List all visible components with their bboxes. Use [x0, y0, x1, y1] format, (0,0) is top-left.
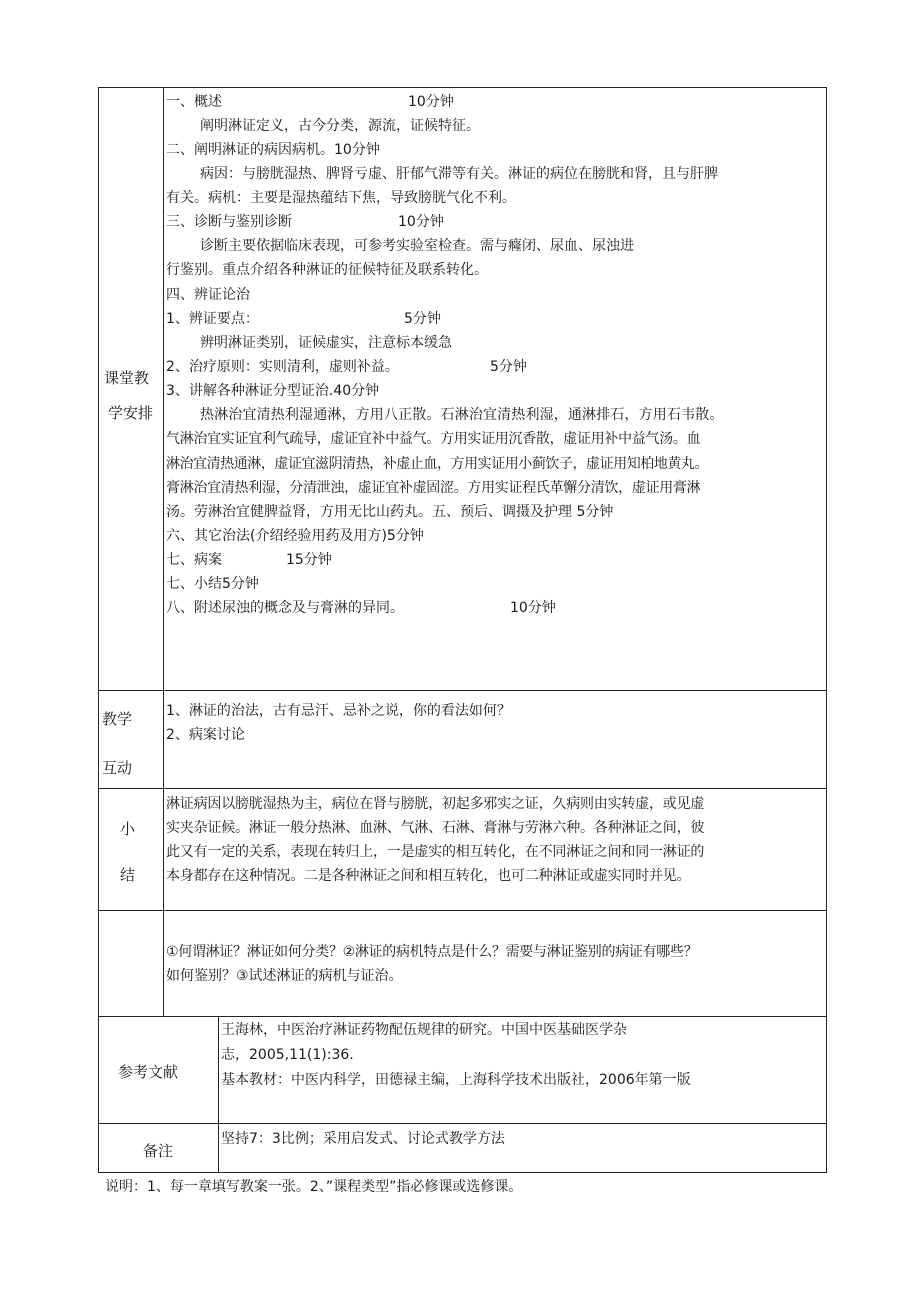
summary-label-line1: 小 — [120, 820, 136, 838]
classroom-label-line1: 课堂教 — [104, 369, 150, 387]
time-principle: 5分钟 — [490, 359, 527, 375]
summary-line-4: 本身都存在这种情况。二是各种淋证之间和相互转化，也可二种淋证或虚实同时并见。 — [166, 868, 691, 884]
footnote: 说明：1、每一章填写教案一张。2、”课程类型”指必修课或选修课。 — [105, 1179, 523, 1195]
item-case: 七、病案 — [166, 552, 222, 568]
item-key-points: 1、辨证要点： — [166, 311, 259, 327]
item-diagnosis: 三、诊断与鉴别诊断 — [166, 214, 292, 230]
syndromes-line-2: 气淋治宜实证宜利气疏导，虚证宜补中益气。方用实证用沉香散，虚证用补中益气汤。血 — [166, 431, 701, 447]
syndromes-line-1: 热淋治宜清热利湿通淋，方用八正散。石淋治宜清热利湿，通淋排石，方用石韦散。 — [200, 407, 724, 423]
table-border-top — [98, 87, 827, 88]
item-syndromes: 3、讲解各种淋证分型证治.40分钟 — [166, 383, 380, 399]
row-divider-4 — [98, 1016, 827, 1017]
interaction-label-line2: 互动 — [102, 759, 133, 777]
references-label: 参考文献 — [118, 1063, 179, 1081]
time-overview: 10分钟 — [408, 94, 454, 110]
syndromes-line-3: 淋治宜清热通淋，虚证宜滋阴清热，补虚止血，方用实证用小蓟饮子，虚证用知柏地黄丸。 — [166, 456, 708, 472]
questions-line-1: ①何谓淋证？淋证如何分类？②淋证的病机特点是什么？需要与淋证鉴别的病证有哪些？ — [166, 944, 698, 960]
row-divider-5 — [98, 1123, 827, 1124]
label-divider-lower — [218, 1016, 219, 1173]
summary-line-3: 此又有一定的关系，表现在转归上，一是虚实的相互转化，在不同淋证之间和同一淋证的 — [166, 844, 705, 860]
summary-label-line2: 结 — [120, 866, 136, 884]
item-treatment: 四、辨证论治 — [166, 287, 250, 303]
item-etiology-desc-1: 病因：与膀胱湿热、脾肾亏虚、肝郁气滞等有关。淋证的病位在膀胱和肾，且与肝脾 — [200, 166, 718, 182]
classroom-label-line2: 学安排 — [108, 404, 154, 422]
reference-line-1: 王海林，中医治疗淋证药物配伍规律的研究。中国中医基础医学杂 — [221, 1022, 627, 1038]
interaction-item-1: 1、淋证的治法，古有忌汗、忌补之说，你的看法如何？ — [166, 703, 511, 719]
reference-line-3: 基本教材：中医内科学，田德禄主编，上海科学技术出版社，2006年第一版 — [221, 1072, 691, 1088]
table-border-bottom — [98, 1172, 827, 1173]
item-appendix: 八、附述尿浊的概念及与膏淋的异同。 — [166, 600, 404, 616]
time-key-points: 5分钟 — [404, 311, 441, 327]
item-diagnosis-desc-2: 行鉴别。重点介绍各种淋证的征候特征及联系转化。 — [166, 262, 488, 278]
syndromes-line-5: 汤。劳淋治宜健脾益肾，方用无比山药丸。五、预后、调摄及护理 5分钟 — [166, 504, 614, 520]
row-divider-3 — [98, 910, 827, 911]
table-border-left — [98, 87, 99, 1173]
summary-line-2: 实夹杂证候。淋证一般分热淋、血淋、气淋、石淋、膏淋与劳淋六种。各种淋证之间，彼 — [166, 820, 705, 836]
item-summary: 七、小结5分钟 — [166, 576, 259, 592]
item-diagnosis-desc-1: 诊断主要依据临床表现，可参考实验室检查。需与癃闭、尿血、尿浊进 — [200, 238, 634, 254]
table-border-right — [826, 87, 827, 1173]
item-key-points-desc: 辨明淋证类别，证候虚实，注意标本缓急 — [200, 335, 452, 351]
item-etiology-desc-2: 有关。病机：主要是湿热蕴结下焦，导致膀胱气化不利。 — [166, 190, 516, 206]
remarks-label: 备注 — [143, 1142, 174, 1160]
reference-line-2: 志，2005,11(1):36. — [221, 1047, 354, 1063]
remarks-text: 坚持7：3比例；采用启发式、讨论式教学方法 — [221, 1131, 505, 1147]
time-diagnosis: 10分钟 — [398, 214, 444, 230]
questions-line-2: 如何鉴别？③试述淋证的病机与证治。 — [166, 968, 403, 984]
syndromes-line-4: 膏淋治宜清热利湿，分清泄浊，虚证宜补虚固涩。方用实证程氏革懈分清饮，虚证用膏淋 — [166, 480, 701, 496]
summary-line-1: 淋证病因以膀胱湿热为主，病位在肾与膀胱，初起多邪实之证，久病则由实转虚，或见虚 — [166, 796, 705, 812]
item-etiology: 二、阐明淋证的病因病机。10分钟 — [166, 142, 380, 158]
item-overview-desc: 阐明淋证定义，古今分类，源流，证候特征。 — [200, 118, 480, 134]
item-overview: 一、概述 — [166, 94, 222, 110]
interaction-item-2: 2、病案讨论 — [166, 727, 245, 743]
interaction-label-line1: 教学 — [102, 710, 133, 728]
time-case: 15分钟 — [286, 552, 332, 568]
item-other-methods: 六、其它治法(介绍经验用药及用方)5分钟 — [166, 528, 424, 544]
time-appendix: 10分钟 — [510, 600, 556, 616]
row-divider-1 — [98, 690, 827, 691]
item-principle: 2、治疗原则：实则清利，虚则补益。 — [166, 359, 399, 375]
row-divider-2 — [98, 788, 827, 789]
label-divider-upper — [163, 87, 164, 1016]
